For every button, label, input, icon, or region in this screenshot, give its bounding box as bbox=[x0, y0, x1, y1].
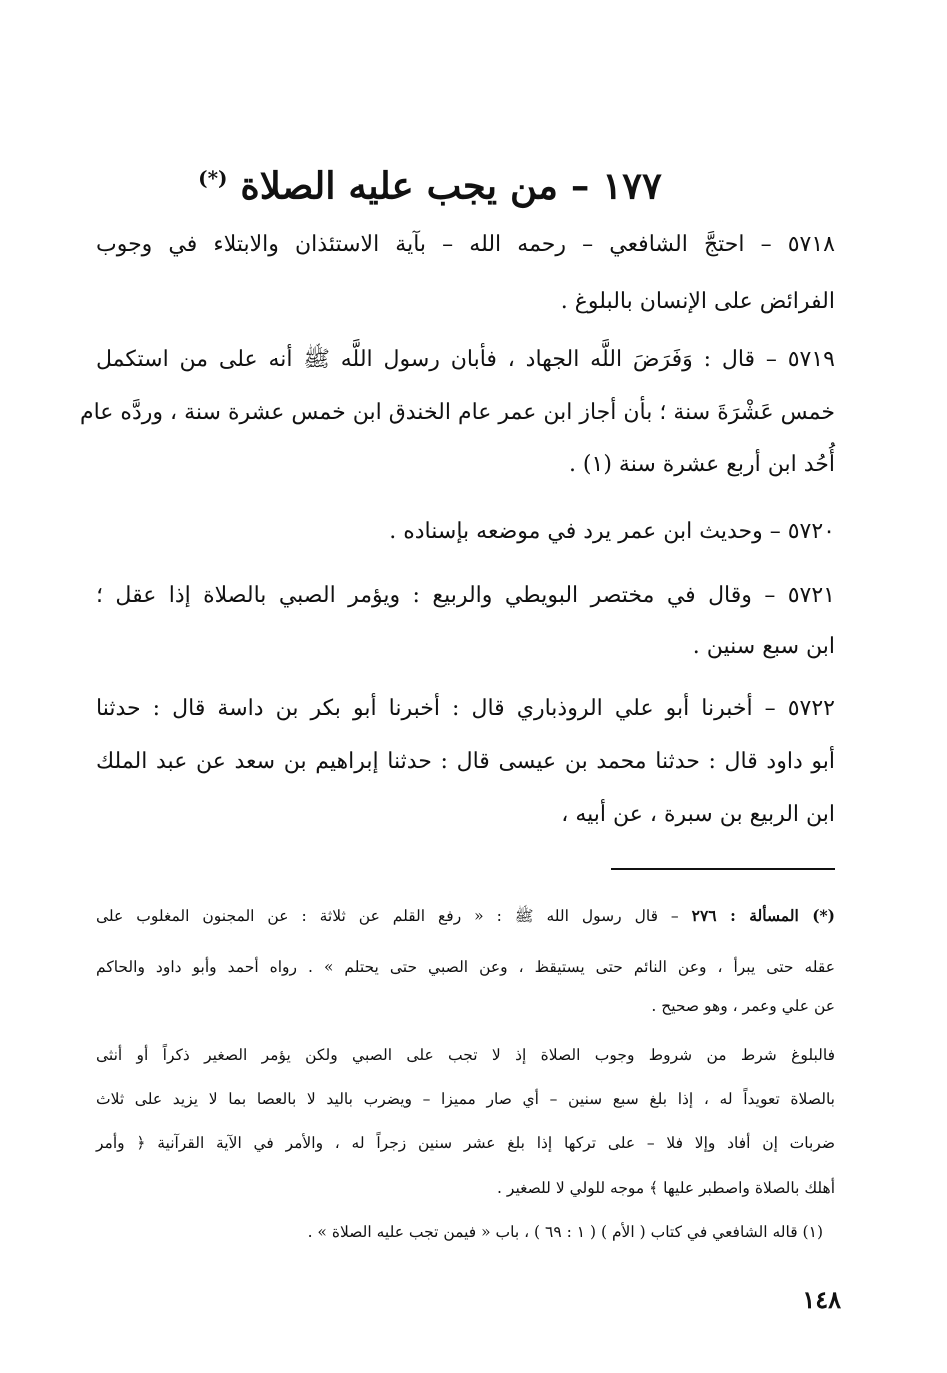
page-number: ١٤٨ bbox=[802, 1285, 841, 1314]
footnote-line: أهلك بالصلاة واصطبر عليها ﴾ موجه للولي لا للصغير . bbox=[497, 1179, 835, 1197]
paragraph-line: ابن الربيع بن سبرة ، عن أبيه ، bbox=[561, 802, 835, 827]
footnote-issue-marker: (*) المسألة : ٢٧٦ bbox=[691, 906, 835, 925]
paragraph-line: أبو داود قال : حدثنا محمد بن عيسى قال : حدثنا إبراهيم بن سعد عن عبد الملك bbox=[96, 749, 835, 774]
footnote-line: ضربات إن أفاد وإلا فلا – على تركها إذا بلغ عشر سنين زجراً له ، والأمر في الآية القرآنية ﴿ وأمر bbox=[96, 1134, 835, 1152]
title-dash: – bbox=[570, 163, 590, 208]
footnote-marker: (*) bbox=[198, 166, 228, 190]
paragraph-line: ٥٧٢٢ – أخبرنا أبو علي الروذباري قال : أخبرنا أبو بكر بن داسة قال : حدثنا bbox=[96, 696, 835, 721]
footnote-line: (١) قاله الشافعي في كتاب ( الأم ) ( ١ : ٦٩ ) ، باب « فيمن تجب عليه الصلاة » . bbox=[307, 1223, 823, 1241]
footnote-line: بالصلاة تعويداً له ، إذا بلغ سبع سنين – أي صار مميزا – ويضرب باليد لا بالعصا بما لا يزيد على ثلاث bbox=[96, 1090, 835, 1108]
footnote-separator bbox=[611, 868, 835, 870]
paragraph-line: ٥٧١٨ – احتجَّ الشافعي – رحمه الله – بآية الاستئذان والابتلاء في وجوب bbox=[96, 232, 835, 257]
footnote-line: فالبلوغ شرط من شروط وجوب الصلاة إذ لا تجب على الصبي ولكن يؤمر الصغير ذكراً أو أنثى bbox=[96, 1046, 835, 1064]
paragraph-line: خمس عَشْرَةَ سنة ؛ بأن أجاز ابن عمر عام الخندق ابن خمس عشرة سنة ، وردَّه عام bbox=[79, 400, 835, 425]
paragraph-line: أُحُد ابن أربع عشرة سنة (١) . bbox=[568, 452, 835, 477]
footnote-text: – قال رسول الله ﷺ : « رفع القلم عن ثلاثة : عن المجنون المغلوب على bbox=[96, 907, 679, 925]
footnote-line: عقله حتى يبرأ ، وعن النائم حتى يستيقظ ، وعن الصبي حتى يحتلم » . رواه أحمد وأبو داود والحاكم bbox=[96, 958, 835, 976]
paragraph-line: ٥٧١٩ – قال : وَفَرَضَ اللَّه الجهاد ، فأبان رسول اللَّه ﷺ أنه على من استكمل bbox=[96, 347, 835, 372]
paragraph-line: ٥٧٢٠ – وحديث ابن عمر يرد في موضعه بإسناده . bbox=[389, 519, 835, 544]
footnote-line: عن علي وعمر ، وهو صحيح . bbox=[651, 997, 835, 1015]
chapter-number: ١٧٧ bbox=[602, 163, 662, 208]
paragraph-line: ٥٧٢١ – وقال في مختصر البويطي والربيع : ويؤمر الصبي بالصلاة إذا عقل ؛ bbox=[96, 583, 835, 608]
paragraph-line: الفرائض على الإنسان بالبلوغ . bbox=[560, 289, 835, 314]
paragraph-line: ابن سبع سنين . bbox=[692, 634, 835, 659]
chapter-title bbox=[150, 150, 710, 213]
footnote-line bbox=[96, 904, 835, 928]
chapter-title-text: من يجب عليه الصلاة bbox=[240, 163, 558, 208]
